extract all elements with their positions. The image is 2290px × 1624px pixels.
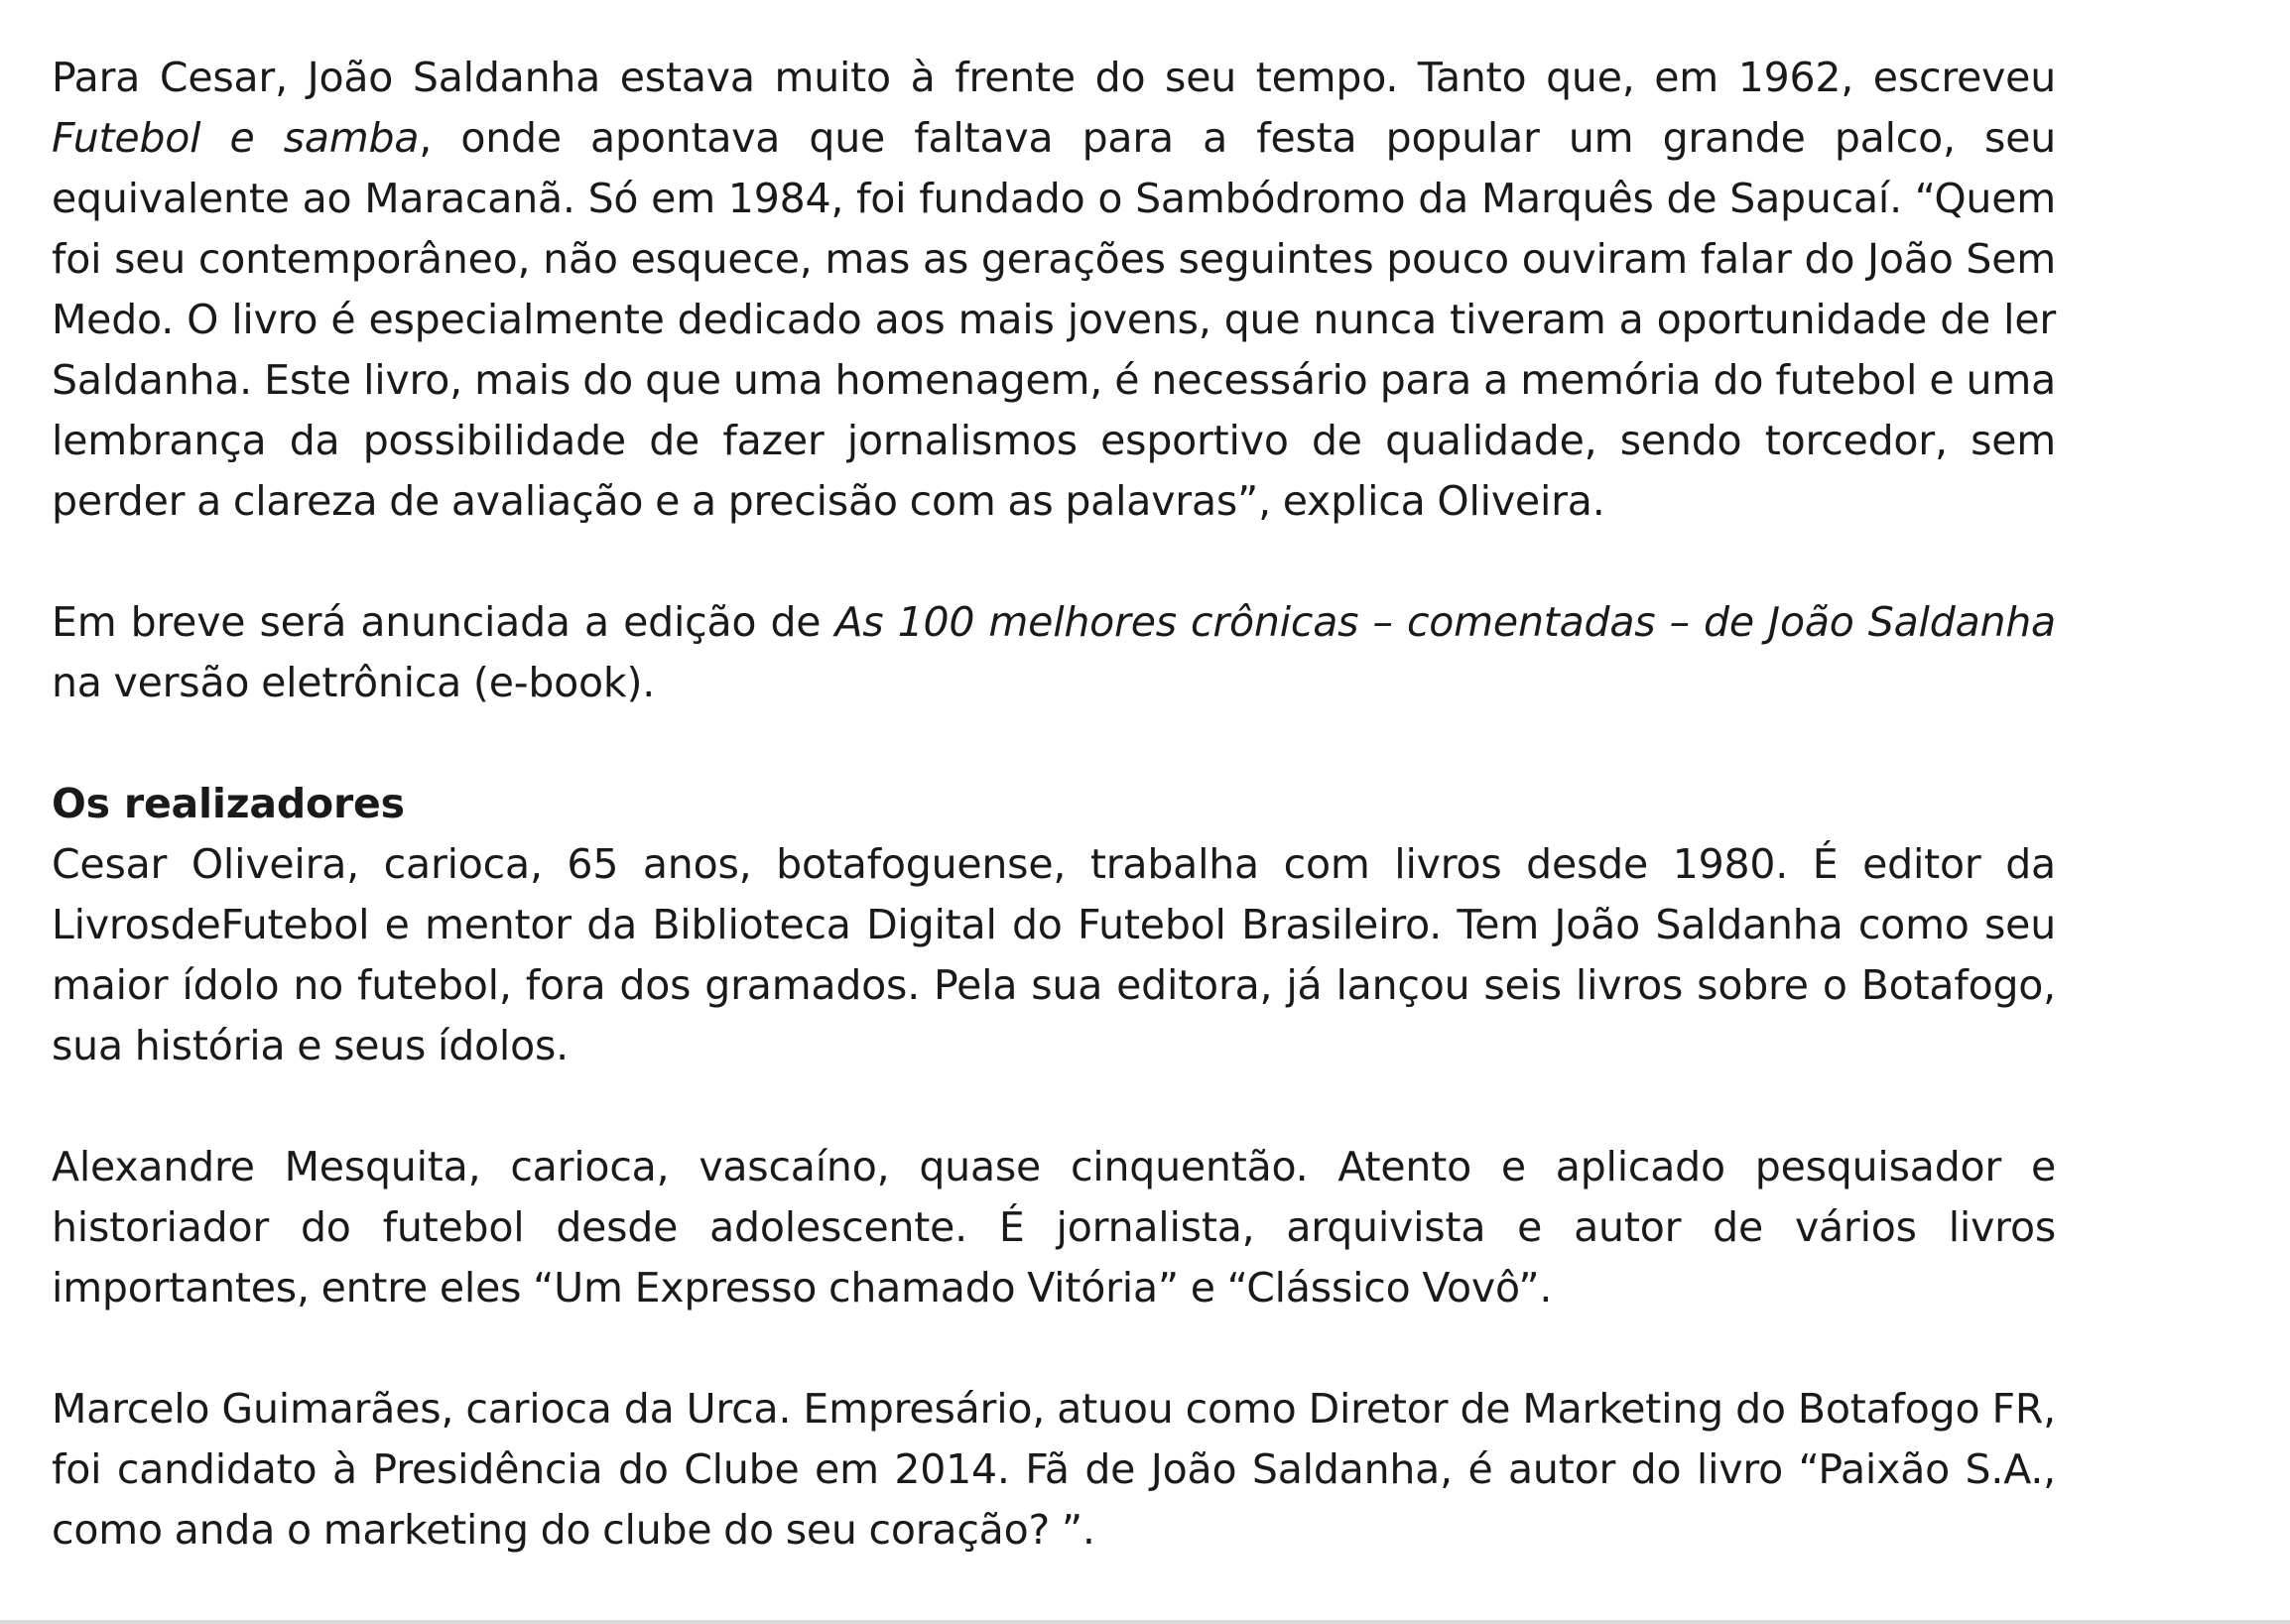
paragraph-text: , onde apontava que faltava para a festa popular um grande palco, seu equivalente ao Maracanã. Só em 1984, foi fundado o Sambódromo da Marquês de Sapucaí. “Quem foi seu contemporâneo, não esquece, mas as gerações seguintes pouco ouviram falar do João Sem Medo. O livro é especialmente dedicado aos mais jovens, que nunca tiveram a oportunidade de ler Saldanha. Este livro, mais do que uma homenagem, é necessário para a memória do futebol e uma lembrança da possibilidade de fazer jornalismos esportivo de qualidade, sendo torcedor, sem perder a clareza de avaliação e a precisão com as palavras”, explica Oliveira.: [52, 114, 2057, 525]
book-title-100-melhores-cronicas: As 100 melhores crônicas – comentadas – de João Saldanha: [834, 598, 2056, 646]
paragraph-ebook-announcement: [52, 592, 2056, 713]
book-title-futebol-e-samba: Futebol e samba: [52, 114, 420, 162]
section-heading: Os realizadores: [52, 780, 405, 827]
bio-cesar-oliveira: Cesar Oliveira, carioca, 65 anos, botafoguense, trabalha com livros desde 1980. É editor da LivrosdeFutebol e mentor da Biblioteca Digital do Futebol Brasileiro. Tem João Saldanha como seu maior ídolo no futebol, fora dos gramados. Pela sua editora, já lançou seis livros sobre o Botafogo, sua história e seus ídolos.: [52, 840, 2056, 1069]
paragraph-text: Para Cesar, João Saldanha estava muito à frente do seu tempo. Tanto que, em 1962, escreveu: [52, 54, 2056, 101]
paragraph-text: Em breve será anunciada a edição de: [52, 598, 835, 646]
bio-alexandre-mesquita: Alexandre Mesquita, carioca, vascaíno, quase cinquentão. Atento e aplicado pesquisador e historiador do futebol desde adolescente. É jornalista, arquivista e autor de vários livros importantes, entre eles “Um Expresso chamado Vitória” e “Clássico Vovô”.: [52, 1143, 2056, 1312]
paragraph-text: na versão eletrônica (e-book).: [52, 659, 656, 706]
paragraph-saldanha-ahead-of-time: [52, 48, 2056, 532]
bio-marcelo-guimaraes: Marcelo Guimarães, carioca da Urca. Empresário, atuou como Diretor de Marketing do Botafogo FR, foi candidato à Presidência do Clube em 2014. Fã de João Saldanha, é autor do livro “Paixão S.A., como anda o marketing do clube do seu coração? ”.: [52, 1385, 2056, 1554]
page-bottom-divider: [0, 1620, 2290, 1624]
document-body: [52, 48, 2056, 1561]
